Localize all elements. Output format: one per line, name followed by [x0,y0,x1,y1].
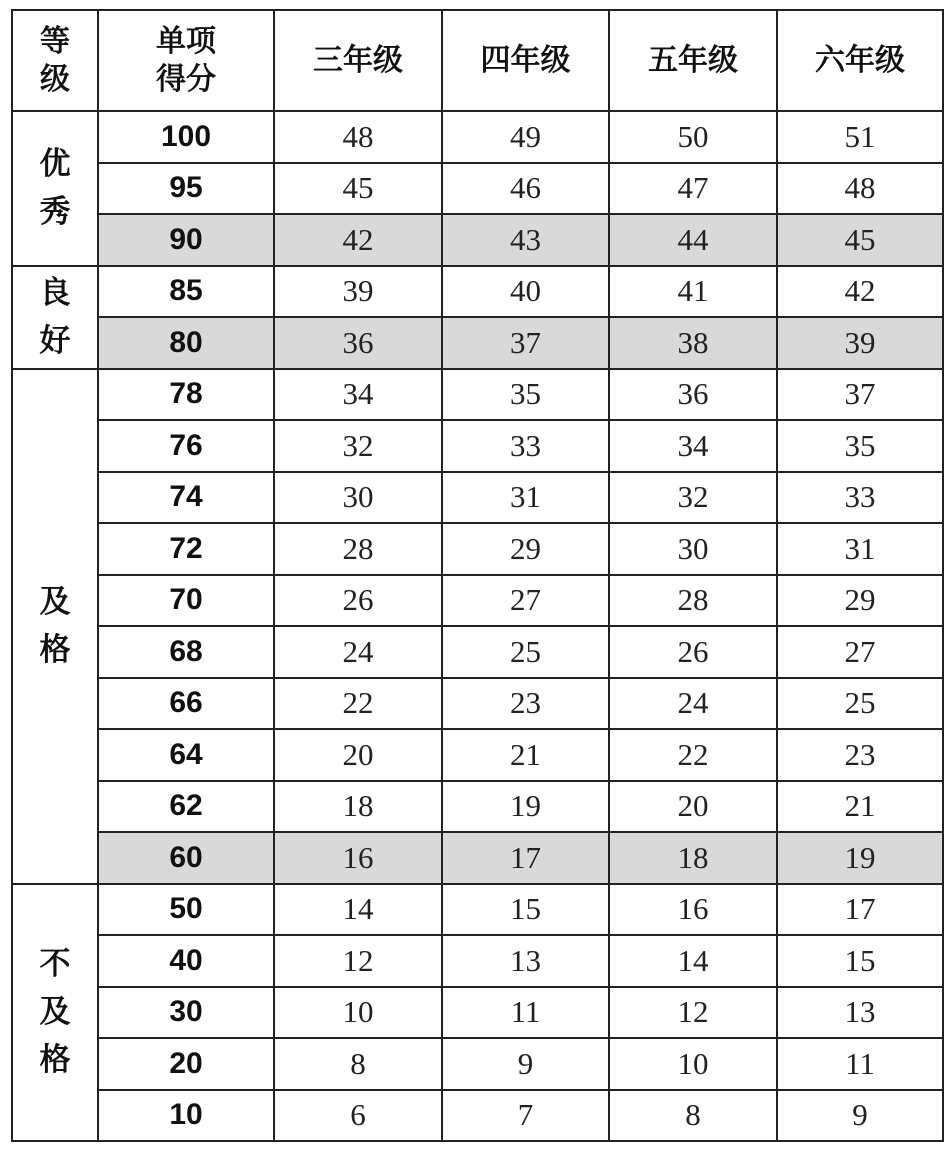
value-cell: 19 [777,832,943,884]
value-cell: 42 [777,266,943,318]
header-level [12,10,98,111]
score-cell: 70 [98,575,274,627]
value-cell: 21 [442,729,609,781]
header-score-line: 得分 [156,61,216,97]
value-cell: 9 [777,1090,943,1142]
level-char: 良 [39,274,71,311]
level-cell [12,111,98,266]
table-row [12,575,943,627]
level-char: 秀 [39,194,71,231]
value-cell: 22 [274,678,442,730]
level-char: 优 [39,146,71,183]
score-cell: 74 [98,472,274,524]
value-cell: 31 [442,472,609,524]
value-cell: 47 [609,163,777,215]
table-row [12,111,943,163]
value-cell: 28 [609,575,777,627]
value-cell: 10 [609,1038,777,1090]
value-cell: 6 [274,1090,442,1142]
header-score [98,10,274,111]
level-char: 及 [39,583,71,620]
score-cell: 76 [98,420,274,472]
value-cell: 13 [777,987,943,1039]
table-row [12,781,943,833]
value-cell: 48 [777,163,943,215]
score-cell: 40 [98,935,274,987]
score-table [11,9,944,1142]
value-cell: 23 [442,678,609,730]
header-grade-4: 四年级 [442,10,609,111]
table-body [12,111,943,1141]
value-cell: 22 [609,729,777,781]
value-cell: 20 [609,781,777,833]
score-cell: 100 [98,111,274,163]
table-row [12,214,943,266]
header-score-line: 单项 [156,24,216,59]
value-cell: 16 [609,884,777,936]
value-cell: 11 [777,1038,943,1090]
table-row [12,523,943,575]
value-cell: 16 [274,832,442,884]
score-cell: 30 [98,987,274,1039]
value-cell: 37 [442,317,609,369]
value-cell: 23 [777,729,943,781]
value-cell: 31 [777,523,943,575]
value-cell: 27 [442,575,609,627]
value-cell: 21 [777,781,943,833]
value-cell: 12 [274,935,442,987]
table-row [12,163,943,215]
value-cell: 34 [274,369,442,421]
value-cell: 18 [274,781,442,833]
table-row [12,1090,943,1142]
value-cell: 45 [777,214,943,266]
value-cell: 35 [442,369,609,421]
value-cell: 11 [442,987,609,1039]
value-cell: 51 [777,111,943,163]
table-container [11,9,944,1142]
value-cell: 33 [777,472,943,524]
value-cell: 39 [777,317,943,369]
value-cell: 29 [442,523,609,575]
table-row [12,832,943,884]
value-cell: 24 [609,678,777,730]
value-cell: 7 [442,1090,609,1142]
score-cell: 66 [98,678,274,730]
value-cell: 36 [609,369,777,421]
value-cell: 45 [274,163,442,215]
score-cell: 78 [98,369,274,421]
level-cell [12,884,98,1142]
table-row [12,935,943,987]
header-grade-6: 六年级 [777,10,943,111]
value-cell: 28 [274,523,442,575]
value-cell: 34 [609,420,777,472]
score-cell: 60 [98,832,274,884]
value-cell: 41 [609,266,777,318]
value-cell: 32 [609,472,777,524]
score-cell: 50 [98,884,274,936]
value-cell: 13 [442,935,609,987]
score-cell: 10 [98,1090,274,1142]
value-cell: 40 [442,266,609,318]
value-cell: 37 [777,369,943,421]
value-cell: 30 [274,472,442,524]
value-cell: 17 [777,884,943,936]
value-cell: 35 [777,420,943,472]
table-row [12,472,943,524]
value-cell: 26 [609,626,777,678]
table-row [12,266,943,318]
value-cell: 38 [609,317,777,369]
score-cell: 90 [98,214,274,266]
value-cell: 50 [609,111,777,163]
header-grade-5: 五年级 [609,10,777,111]
table-row [12,317,943,369]
table-row [12,626,943,678]
value-cell: 32 [274,420,442,472]
table-row [12,884,943,936]
value-cell: 17 [442,832,609,884]
table-row [12,987,943,1039]
level-cell [12,369,98,884]
table-row [12,678,943,730]
score-cell: 64 [98,729,274,781]
value-cell: 30 [609,523,777,575]
value-cell: 24 [274,626,442,678]
header-grade-3: 三年级 [274,10,442,111]
value-cell: 33 [442,420,609,472]
value-cell: 19 [442,781,609,833]
value-cell: 15 [442,884,609,936]
level-cell [12,266,98,369]
value-cell: 14 [609,935,777,987]
header-level-line: 等 [40,24,70,59]
value-cell: 25 [777,678,943,730]
level-char: 及 [39,994,71,1031]
value-cell: 27 [777,626,943,678]
value-cell: 29 [777,575,943,627]
score-cell: 62 [98,781,274,833]
score-cell: 68 [98,626,274,678]
level-char: 格 [39,1042,71,1079]
table-row [12,369,943,421]
score-cell: 80 [98,317,274,369]
level-char: 好 [39,323,71,359]
value-cell: 26 [274,575,442,627]
score-cell: 20 [98,1038,274,1090]
value-cell: 8 [274,1038,442,1090]
value-cell: 10 [274,987,442,1039]
score-cell: 95 [98,163,274,215]
header-row [12,10,943,111]
value-cell: 20 [274,729,442,781]
value-cell: 25 [442,626,609,678]
value-cell: 49 [442,111,609,163]
value-cell: 44 [609,214,777,266]
value-cell: 8 [609,1090,777,1142]
value-cell: 12 [609,987,777,1039]
value-cell: 15 [777,935,943,987]
table-row [12,1038,943,1090]
score-cell: 85 [98,266,274,318]
level-char: 不 [39,946,71,983]
table-row [12,420,943,472]
table-row [12,729,943,781]
value-cell: 42 [274,214,442,266]
value-cell: 18 [609,832,777,884]
value-cell: 39 [274,266,442,318]
header-level-line: 级 [40,61,70,97]
value-cell: 43 [442,214,609,266]
value-cell: 48 [274,111,442,163]
value-cell: 14 [274,884,442,936]
value-cell: 9 [442,1038,609,1090]
value-cell: 36 [274,317,442,369]
value-cell: 46 [442,163,609,215]
level-char: 格 [39,632,71,668]
score-cell: 72 [98,523,274,575]
